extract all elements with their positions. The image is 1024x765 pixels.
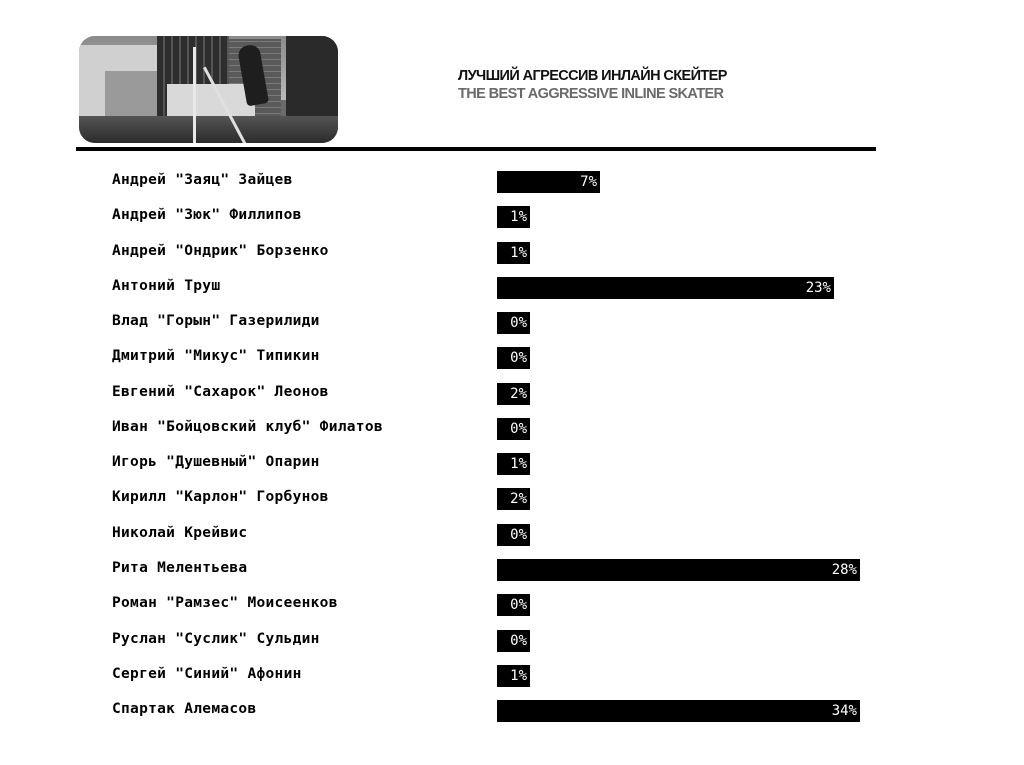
vote-bar — [497, 171, 600, 193]
vote-bar — [497, 665, 530, 687]
result-row — [0, 699, 1024, 723]
vote-bar — [497, 700, 860, 722]
vote-percentage: 0% — [510, 315, 527, 332]
photo-building — [105, 71, 157, 119]
result-row — [0, 664, 1024, 688]
vote-percentage: 1% — [510, 456, 527, 473]
vote-percentage: 28% — [831, 561, 857, 578]
vote-bar — [497, 524, 530, 546]
vote-bar — [497, 347, 530, 369]
vote-bar — [497, 559, 860, 581]
result-row — [0, 170, 1024, 194]
skater-name: Евгений "Сахарок" Леонов — [112, 383, 329, 400]
skater-name: Кирилл "Карлон" Горбунов — [112, 489, 329, 506]
vote-bar — [497, 594, 530, 616]
result-row — [0, 205, 1024, 229]
result-row — [0, 558, 1024, 582]
vote-percentage: 1% — [510, 209, 527, 226]
skater-name: Игорь "Душевный" Опарин — [112, 454, 320, 471]
skater-name: Сергей "Синий" Афонин — [112, 665, 302, 682]
vote-percentage: 34% — [831, 703, 857, 720]
photo-storefront — [167, 84, 255, 116]
vote-bar — [497, 418, 530, 440]
title-russian: ЛУЧШИЙ АГРЕССИВ ИНЛАЙН СКЕЙТЕР — [458, 68, 727, 84]
title-english: THE BEST AGGRESSIVE INLINE SKATER — [458, 86, 724, 102]
vote-percentage: 0% — [510, 632, 527, 649]
skater-name: Иван "Бойцовский клуб" Филатов — [112, 418, 383, 435]
vote-percentage: 0% — [510, 420, 527, 437]
vote-bar — [497, 630, 530, 652]
vote-percentage: 23% — [805, 279, 831, 296]
skater-name: Влад "Горын" Газерилиди — [112, 313, 320, 330]
header-divider — [76, 147, 876, 151]
vote-percentage: 1% — [510, 244, 527, 261]
photo-ground — [79, 116, 338, 143]
photo-pole — [193, 47, 196, 143]
vote-percentage: 0% — [510, 350, 527, 367]
skater-name: Андрей "Ондрик" Борзенко — [112, 242, 329, 259]
skater-name: Роман "Рамзес" Моисеенков — [112, 595, 338, 612]
vote-percentage: 0% — [510, 526, 527, 543]
skater-name: Антоний Труш — [112, 277, 221, 294]
vote-percentage: 2% — [510, 491, 527, 508]
result-row — [0, 523, 1024, 547]
result-row — [0, 629, 1024, 653]
skater-name: Николай Крейвис — [112, 524, 248, 541]
vote-percentage: 2% — [510, 385, 527, 402]
result-row — [0, 487, 1024, 511]
vote-bar — [497, 206, 530, 228]
result-row — [0, 593, 1024, 617]
skater-name: Руслан "Суслик" Сульдин — [112, 630, 320, 647]
skater-name: Андрей "Зюк" Филлипов — [112, 207, 302, 224]
result-row — [0, 346, 1024, 370]
header-photo — [79, 36, 338, 143]
photo-building — [286, 36, 338, 119]
vote-percentage: 7% — [580, 174, 597, 190]
result-row — [0, 241, 1024, 265]
skater-name: Дмитрий "Микус" Типикин — [112, 348, 320, 365]
vote-bar — [497, 488, 530, 510]
vote-percentage: 1% — [510, 667, 527, 684]
skater-name: Спартак Алемасов — [112, 701, 257, 718]
skater-name: Андрей "Заяц" Зайцев — [112, 172, 293, 188]
skater-name: Рита Мелентьева — [112, 559, 248, 576]
vote-bar — [497, 312, 530, 334]
result-row — [0, 311, 1024, 335]
vote-bar — [497, 277, 834, 299]
vote-bar — [497, 453, 530, 475]
vote-bar — [497, 242, 530, 264]
result-row — [0, 382, 1024, 406]
chart-title — [458, 67, 727, 103]
result-row — [0, 417, 1024, 441]
result-row — [0, 452, 1024, 476]
vote-percentage: 0% — [510, 597, 527, 614]
result-row — [0, 276, 1024, 300]
vote-bar — [497, 383, 530, 405]
